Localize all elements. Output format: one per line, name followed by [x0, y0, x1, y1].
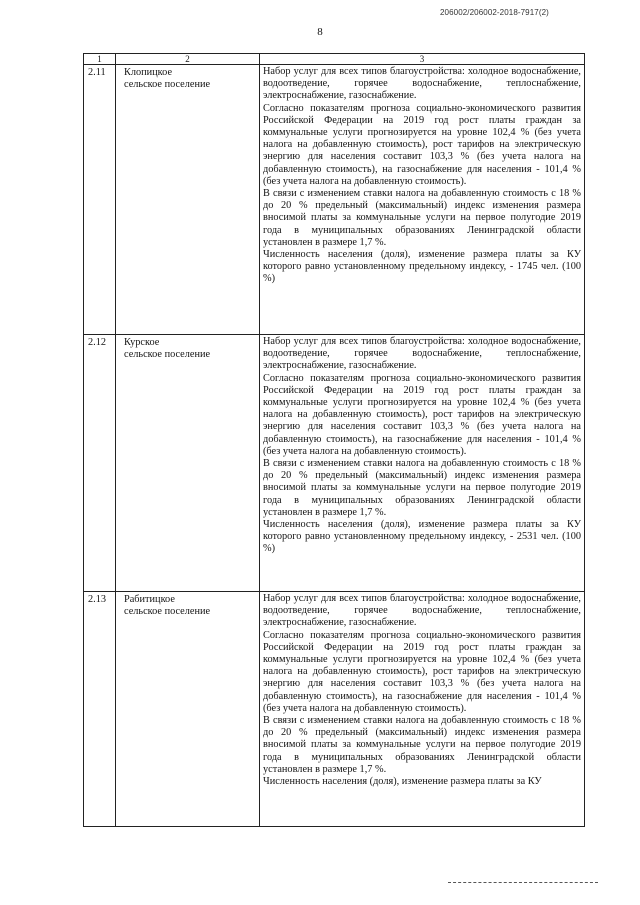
settlement-name-line2: сельское поселение: [124, 349, 211, 361]
table-row: [84, 592, 585, 827]
column-header-2: 2: [116, 54, 260, 65]
settlement-name-line1: Рабитицкое: [124, 594, 175, 605]
settlement-name-line1: Курское: [124, 337, 160, 348]
paragraph-services: Набор услуг для всех типов благоустройства: холодное водоснабжение, водоотведение, горячее водоснабжение, теплоснабжение, электроснабжение, газоснабжение.: [263, 593, 581, 629]
tariff-table: [83, 53, 585, 827]
paragraph-vat: В связи с изменением ставки налога на добавленную стоимость с 18 % до 20 % предельный (максимальный) индекс изменения размера вносимой платы за коммунальные услуги на первое полугодие 2019 года в муниципальных образованиях Ленинградской области установлен в размере 1,7 %.: [263, 188, 581, 248]
paragraph-vat: В связи с изменением ставки налога на добавленную стоимость с 18 % до 20 % предельный (максимальный) индекс изменения размера вносимой платы за коммунальные услуги на первое полугодие 2019 года в муниципальных образованиях Ленинградской области установлен в размере 1,7 %.: [263, 458, 581, 518]
row-number: 2.13: [84, 592, 116, 827]
table-header-row: [84, 54, 585, 65]
page-number: 8: [317, 26, 323, 38]
settlement-name-line2: сельское поселение: [124, 606, 211, 618]
paragraph-population: Численность населения (доля), изменение размера платы за КУ: [263, 776, 542, 788]
document-id: 206002/206002-2018-7917(2): [440, 8, 549, 17]
paragraph-services: Набор услуг для всех типов благоустройства: холодное водоснабжение, водоотведение, горячее водоснабжение, теплоснабжение, электроснабжение, газоснабжение.: [263, 66, 581, 102]
paragraph-population: Численность населения (доля), изменение размера платы за КУ которого равно установленному предельному индексу, - 2531 чел. (100 %): [263, 519, 581, 555]
column-header-3: 3: [260, 54, 585, 65]
paragraph-population: Численность населения (доля), изменение размера платы за КУ которого равно установленному предельному индексу, - 1745 чел. (100 %): [263, 249, 581, 285]
settlement-name: [116, 335, 260, 592]
settlement-name-line2: сельское поселение: [124, 79, 211, 91]
paragraph-forecast: Согласно показателям прогноза социально-экономического развития Российской Федерации на 2019 год рост платы граждан за коммунальные услуги прогнозируется на уровне 102,4 % (без учета налога на добавленную стоимость), рост тарифов на электрическую энергию для населения составит 103,3 % (без учета налога на добавленную стоимость), на газоснабжение для населения - 101,4 % (без учета налога на добавленную стоимость).: [263, 629, 581, 714]
paragraph-forecast: Согласно показателям прогноза социально-экономического развития Российской Федерации на 2019 год рост платы граждан за коммунальные услуги прогнозируется на уровне 102,4 % (без учета налога на добавленную стоимость), рост тарифов на электрическую энергию для населения составит 103,3 % (без учета налога на добавленную стоимость), на газоснабжение для населения - 101,4 % (без учета налога на добавленную стоимость).: [263, 102, 581, 187]
row-description: [260, 65, 585, 335]
paragraph-forecast: Согласно показателям прогноза социально-экономического развития Российской Федерации на 2019 год рост платы граждан за коммунальные услуги прогнозируется на уровне 102,4 % (без учета налога на добавленную стоимость), рост тарифов на электрическую энергию для населения составит 103,3 % (без учета налога на добавленную стоимость), на газоснабжение для населения - 101,4 % (без учета налога на добавленную стоимость).: [263, 372, 581, 457]
column-header-1: 1: [84, 54, 116, 65]
paragraph-services: Набор услуг для всех типов благоустройства: холодное водоснабжение, водоотведение, горячее водоснабжение, теплоснабжение, электроснабжение, газоснабжение.: [263, 336, 581, 372]
settlement-name: [116, 65, 260, 335]
row-description: [260, 592, 585, 827]
paragraph-vat: В связи с изменением ставки налога на добавленную стоимость с 18 % до 20 % предельный (максимальный) индекс изменения размера вносимой платы за коммунальные услуги на первое полугодие 2019 года в муниципальных образованиях Ленинградской области установлен в размере 1,7 %.: [263, 715, 581, 775]
table-row: [84, 65, 585, 335]
settlement-name-line1: Клопицкое: [124, 67, 173, 78]
row-number: 2.11: [84, 65, 116, 335]
row-number: 2.12: [84, 335, 116, 592]
scan-edge-marks: [448, 882, 598, 884]
table-row: [84, 335, 585, 592]
row-description: [260, 335, 585, 592]
settlement-name: [116, 592, 260, 827]
